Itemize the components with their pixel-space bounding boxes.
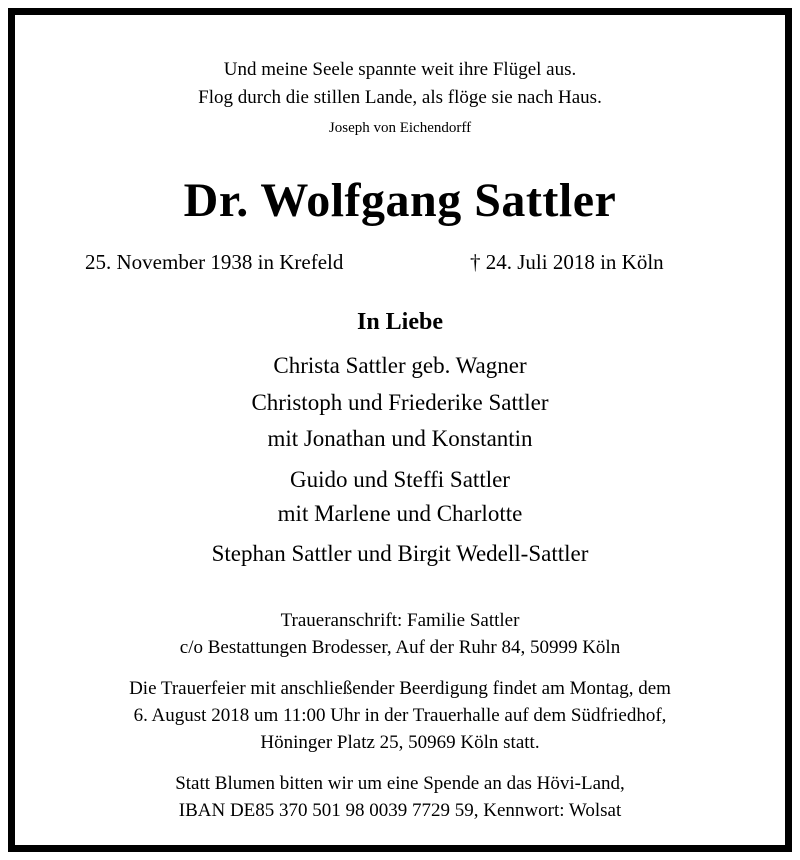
death-date: † 24. Juli 2018 in Köln bbox=[470, 250, 664, 274]
quote-line-2: Flog durch die stillen Lande, als flöge sie nach Haus. bbox=[198, 87, 602, 108]
mourner-line: Christa Sattler geb. Wagner bbox=[273, 353, 527, 378]
mourner-line: Christoph und Friederike Sattler bbox=[251, 390, 549, 415]
mourner-line: Stephan Sattler und Birgit Wedell-Sattler bbox=[211, 541, 589, 566]
quote-author: Joseph von Eichendorff bbox=[328, 120, 472, 136]
mourner-line: Guido und Steffi Sattler bbox=[290, 467, 510, 492]
address-line-2: c/o Bestattungen Brodesser, Auf der Ruhr 84, 50999 Köln bbox=[179, 637, 621, 658]
mourners-heading: In Liebe bbox=[356, 309, 443, 335]
donation-line-1: Statt Blumen bitten wir um eine Spende an das Hövi-Land, bbox=[175, 773, 625, 794]
mourner-line: mit Marlene und Charlotte bbox=[277, 501, 523, 526]
quote-line-1: Und meine Seele spannte weit ihre Flügel aus. bbox=[223, 59, 577, 80]
donation-line-2: IBAN DE85 370 501 98 0039 7729 59, Kennwort: Wolsat bbox=[178, 800, 622, 821]
funeral-line-2: 6. August 2018 um 11:00 Uhr in der Trauerhalle auf dem Südfriedhof, bbox=[133, 705, 667, 726]
deceased-name: Dr. Wolfgang Sattler bbox=[183, 174, 617, 227]
funeral-line-3: Höninger Platz 25, 50969 Köln statt. bbox=[260, 732, 540, 753]
mourner-line: mit Jonathan und Konstantin bbox=[267, 426, 533, 451]
birth-date: 25. November 1938 in Krefeld bbox=[85, 250, 344, 274]
life-dates bbox=[15, 252, 785, 276]
address-line-1: Traueranschrift: Familie Sattler bbox=[280, 610, 520, 631]
funeral-line-1: Die Trauerfeier mit anschließender Beerdigung findet am Montag, dem bbox=[129, 678, 671, 699]
obituary-frame bbox=[8, 8, 792, 852]
